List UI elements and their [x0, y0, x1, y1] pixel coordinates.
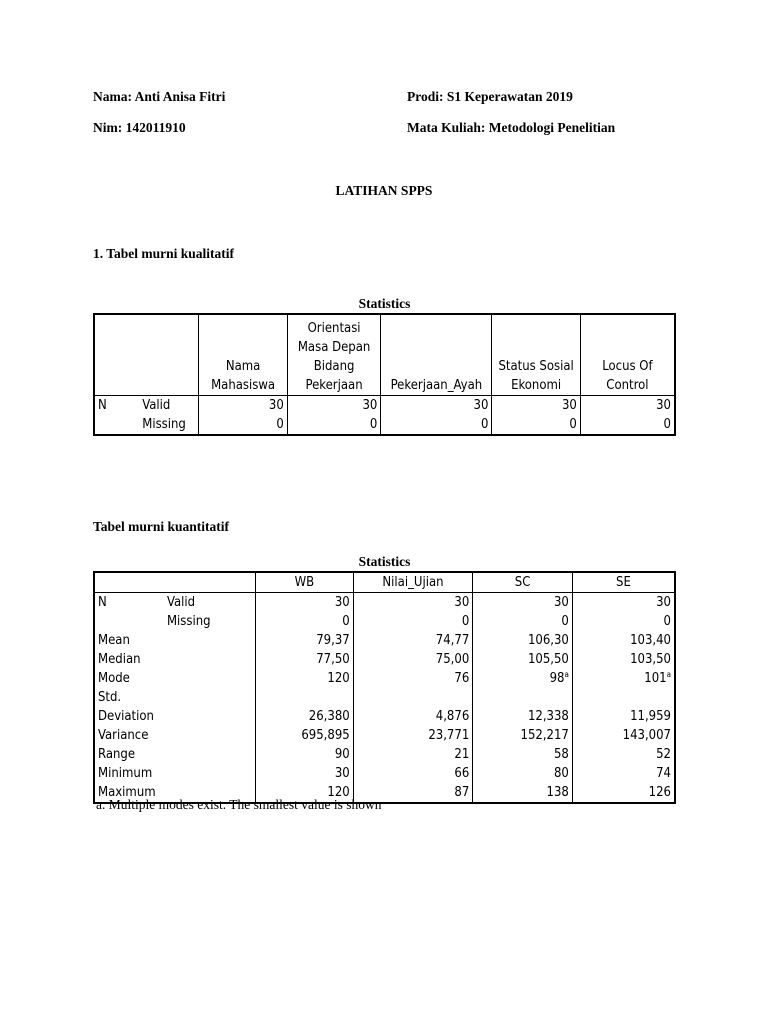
cell-value: 80 — [553, 766, 569, 781]
row-label: Maximum — [98, 785, 156, 800]
table-row — [94, 650, 675, 669]
cell-value: 98 — [549, 671, 565, 686]
row-label — [94, 612, 164, 631]
row-sublabel: Missing — [164, 612, 256, 631]
table2-footnote: a. Multiple modes exist. The smallest value is shown — [96, 797, 382, 812]
cell-value: 75,00 — [435, 652, 470, 667]
table-cell — [353, 764, 473, 783]
table-cell — [572, 688, 675, 726]
table-cell — [473, 631, 573, 650]
cell-value: 76 — [454, 671, 470, 686]
table2-corner-cell — [94, 572, 256, 593]
cell-value: 30 — [334, 766, 350, 781]
cell-value: 52 — [656, 747, 671, 762]
row-sublabel — [164, 726, 256, 745]
footnote-marker: a — [564, 670, 569, 679]
table-cell — [473, 650, 573, 669]
cell-value: 26,380 — [308, 709, 350, 724]
row-label: Mode — [98, 671, 130, 686]
table-cell: 0 — [492, 415, 580, 435]
cell-value: 101 — [644, 671, 667, 686]
cell-value: 30 — [656, 595, 671, 610]
table-cell — [353, 669, 473, 688]
table-cell — [353, 650, 473, 669]
table-cell: 30 — [656, 397, 671, 413]
table-cell — [473, 612, 573, 631]
cell-value: 90 — [334, 747, 350, 762]
column-header: SC — [473, 572, 573, 593]
table2-caption: Statistics — [358, 554, 411, 569]
table-cell: 30 — [199, 395, 287, 415]
cell-value: 120 — [327, 785, 350, 800]
column-header: Status Sosial Ekonomi — [492, 314, 580, 395]
table-cell — [572, 612, 675, 631]
table-row — [94, 593, 675, 613]
table-row — [94, 745, 675, 764]
table-cell — [473, 783, 573, 803]
table-cell — [572, 631, 675, 650]
column-header: SE — [572, 572, 675, 593]
row-label: Minimum — [98, 766, 153, 781]
table-cell — [256, 650, 354, 669]
row-sublabel — [164, 688, 256, 726]
table-cell — [256, 669, 354, 688]
table-row — [94, 669, 675, 688]
table1-row-missing — [94, 415, 675, 435]
cell-value: 66 — [454, 766, 470, 781]
row-group-label — [94, 415, 139, 435]
table-cell — [572, 726, 675, 745]
table-cell: 30 — [381, 395, 492, 415]
table-cell — [572, 783, 675, 803]
table-cell — [256, 688, 354, 726]
cell-value: 4,876 — [435, 709, 470, 724]
cell-value: 0 — [342, 614, 350, 629]
table-cell: 30 — [287, 395, 381, 415]
row-sublabel — [164, 745, 256, 764]
row-group-label: N — [98, 397, 107, 413]
table-cell — [353, 593, 473, 613]
footnote-marker: a — [666, 670, 671, 679]
table-row — [94, 726, 675, 745]
row-sublabel — [164, 650, 256, 669]
table-cell — [256, 745, 354, 764]
table1-caption: Statistics — [358, 296, 411, 311]
table-row — [94, 612, 675, 631]
table-cell: 0 — [663, 416, 671, 432]
table-cell: 0 — [287, 415, 381, 435]
column-header: Nilai_Ujian — [353, 572, 473, 593]
cell-value: 79,37 — [316, 633, 350, 648]
cell-value: 695,895 — [301, 728, 350, 743]
cell-value: 0 — [663, 614, 671, 629]
cell-value: 152,217 — [520, 728, 569, 743]
cell-value: 77,50 — [316, 652, 350, 667]
student-id: Nim: 142011910 — [93, 120, 186, 135]
row-label: Valid — [139, 395, 199, 415]
table1-row-valid — [94, 395, 675, 415]
cell-value: 0 — [561, 614, 569, 629]
table-cell — [353, 688, 473, 726]
row-sublabel — [164, 631, 256, 650]
cell-value: 74,77 — [435, 633, 470, 648]
table-cell — [256, 726, 354, 745]
table-cell — [572, 593, 675, 613]
cell-value: 103,40 — [630, 633, 671, 648]
cell-value: 126 — [648, 785, 671, 800]
table-cell — [572, 650, 675, 669]
table-row — [94, 764, 675, 783]
student-name: Nama: Anti Anisa Fitri — [93, 89, 226, 104]
cell-value: 143,007 — [622, 728, 671, 743]
cell-value: 30 — [553, 595, 569, 610]
table-cell — [473, 745, 573, 764]
cell-value: 74 — [656, 766, 671, 781]
row-label: Variance — [98, 728, 149, 743]
table-cell — [572, 764, 675, 783]
cell-value: 58 — [553, 747, 569, 762]
column-header: Locus Of Control — [580, 314, 675, 395]
row-label: Median — [98, 652, 141, 667]
table-cell — [353, 612, 473, 631]
row-sublabel — [164, 764, 256, 783]
cell-value: 87 — [454, 785, 470, 800]
table-cell: 30 — [492, 395, 580, 415]
table-cell — [256, 764, 354, 783]
table-cell — [473, 764, 573, 783]
cell-value: 30 — [454, 595, 470, 610]
qualitative-stats-table — [93, 313, 676, 436]
table-cell — [473, 593, 573, 613]
table-cell — [572, 669, 675, 688]
column-header: Orientasi Masa Depan Bidang Pekerjaan — [287, 314, 381, 395]
cell-value: 0 — [461, 614, 470, 629]
cell-value: 23,771 — [428, 728, 470, 743]
cell-value: 12,338 — [527, 709, 569, 724]
table1-header-row — [94, 314, 675, 395]
cell-value: 120 — [327, 671, 350, 686]
row-sublabel: Valid — [164, 593, 256, 613]
row-label: Std. Deviation — [98, 690, 154, 724]
table-cell — [256, 612, 354, 631]
cell-value: 105,50 — [527, 652, 569, 667]
table-cell — [473, 688, 573, 726]
table1-corner-cell — [94, 314, 199, 395]
cell-value: 11,959 — [630, 709, 671, 724]
cell-value: 103,50 — [630, 652, 671, 667]
section1-heading: 1. Tabel murni kualitatif — [93, 246, 235, 261]
column-header: Nama Mahasiswa — [199, 314, 287, 395]
column-header: Pekerjaan_Ayah — [381, 314, 492, 395]
table-row — [94, 631, 675, 650]
cell-value: 30 — [334, 595, 350, 610]
table-row — [94, 688, 675, 726]
row-label: Mean — [98, 633, 130, 648]
row-label: Range — [98, 747, 136, 762]
row-sublabel — [164, 669, 256, 688]
table-cell — [353, 726, 473, 745]
section2-heading: Tabel murni kuantitatif — [93, 519, 230, 534]
row-label: Missing — [139, 415, 199, 435]
cell-value: 138 — [546, 785, 569, 800]
table-cell — [256, 593, 354, 613]
table-cell — [353, 745, 473, 764]
table-cell — [353, 631, 473, 650]
table2-header-row — [94, 572, 675, 593]
table-cell — [572, 745, 675, 764]
column-header: WB — [256, 572, 354, 593]
table-cell — [256, 631, 354, 650]
table-cell: 0 — [381, 415, 492, 435]
table-cell: 0 — [199, 415, 287, 435]
quantitative-stats-table — [93, 571, 676, 804]
row-label: N — [98, 595, 107, 610]
table-cell — [473, 669, 573, 688]
cell-value: 21 — [454, 747, 470, 762]
cell-value: 106,30 — [527, 633, 569, 648]
table-cell — [473, 726, 573, 745]
course-name: Mata Kuliah: Metodologi Penelitian — [407, 120, 616, 135]
study-program: Prodi: S1 Keperawatan 2019 — [407, 89, 573, 104]
document-title: LATIHAN SPPS — [335, 183, 433, 198]
